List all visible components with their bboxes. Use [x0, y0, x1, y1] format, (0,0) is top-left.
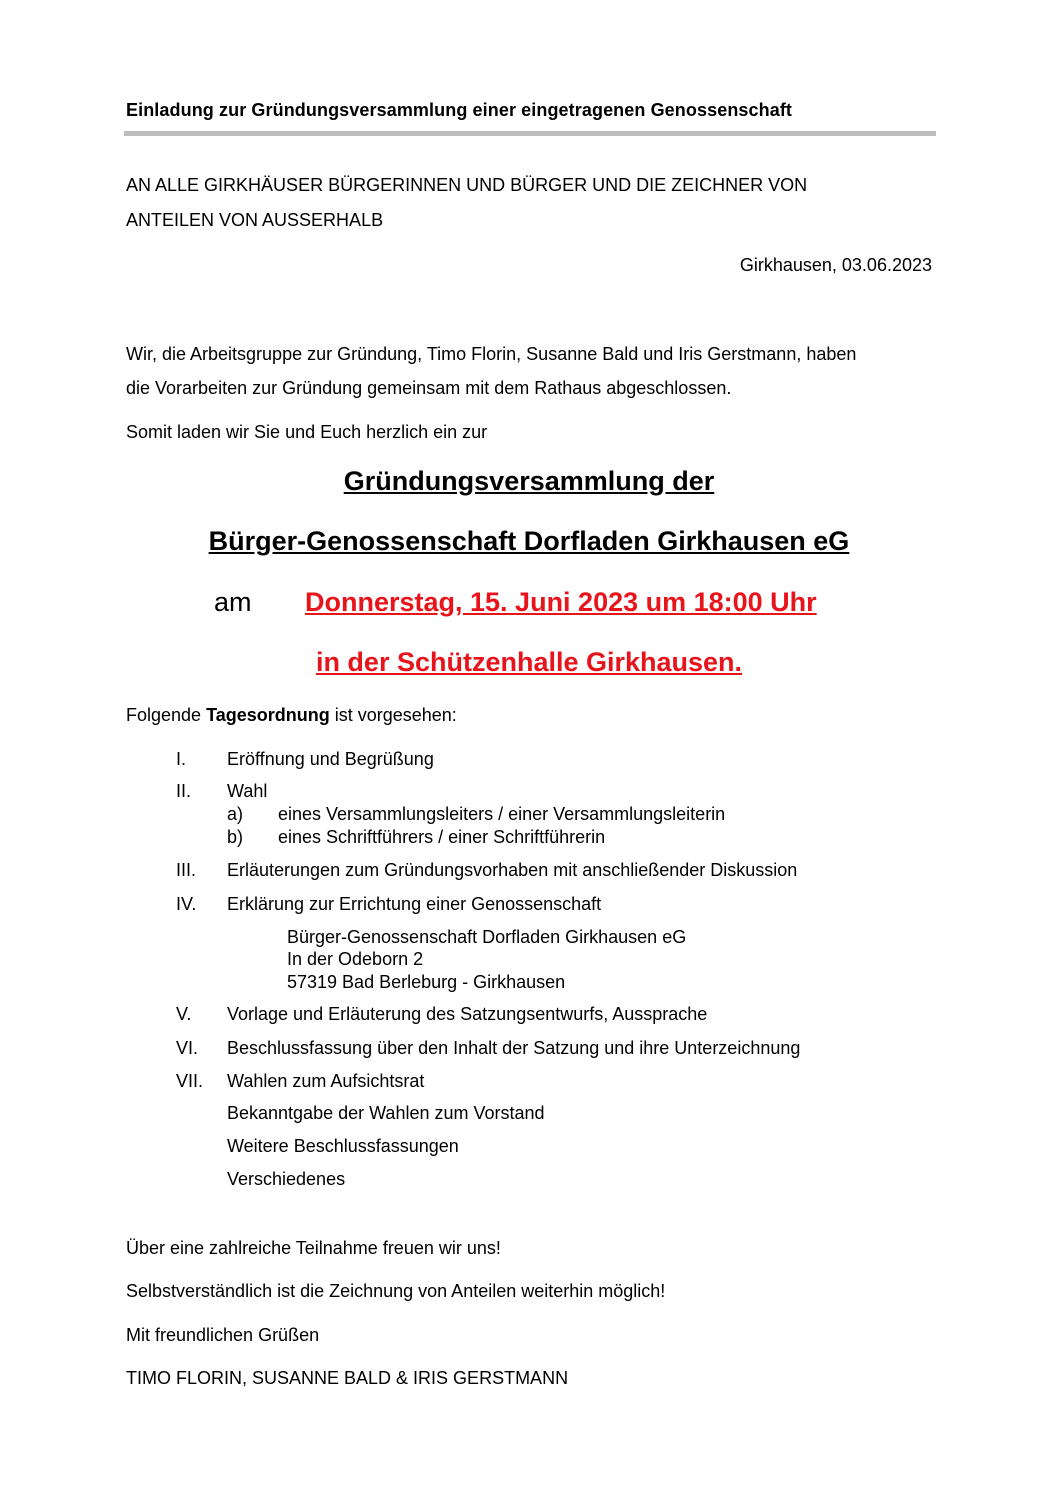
- address-line-2: In der Odeborn 2: [287, 949, 424, 969]
- address-line-3: 57319 Bad Berleburg - Girkhausen: [287, 972, 566, 992]
- closing-line-1: Über eine zahlreiche Teilnahme freuen wir uns!: [126, 1238, 501, 1258]
- agenda-extra-3: Verschiedenes: [227, 1169, 346, 1189]
- intro-line-2: die Vorarbeiten zur Gründung gemeinsam mit dem Rathaus abgeschlossen.: [126, 378, 732, 398]
- agenda-subitem-a-letter: a): [227, 804, 244, 824]
- closing-greeting: Mit freundlichen Grüßen: [126, 1325, 320, 1345]
- document-title: Einladung zur Gründungsversammlung einer eingetragenen Genossenschaft: [126, 100, 793, 120]
- agenda-intro-before: Folgende: [126, 705, 207, 725]
- address-line-1: Bürger-Genossenschaft Dorfladen Girkhausen eG: [287, 927, 687, 947]
- agenda-number-iv: IV.: [176, 894, 197, 914]
- agenda-number-iii: III.: [176, 860, 197, 880]
- agenda-subitem-b-letter: b): [227, 827, 244, 847]
- event-datetime: Donnerstag, 15. Juni 2023 um 18:00 Uhr: [305, 587, 817, 617]
- agenda-item-iv: Erklärung zur Errichtung einer Genossenschaft: [227, 894, 602, 914]
- agenda-number-vi: VI.: [176, 1038, 199, 1058]
- place-date: Girkhausen, 03.06.2023: [739, 255, 932, 275]
- closing-line-2: Selbstverständlich ist die Zeichnung von Anteilen weiterhin möglich!: [126, 1281, 666, 1301]
- salutation-line-2: ANTEILEN VON AUSSERHALB: [126, 210, 384, 230]
- agenda-item-i: Eröffnung und Begrüßung: [227, 749, 434, 769]
- agenda-subitem-b: eines Schriftführers / einer Schriftführerin: [278, 827, 606, 847]
- title-divider: [124, 131, 936, 136]
- event-location: in der Schützenhalle Girkhausen.: [315, 647, 743, 677]
- event-title-2: Bürger-Genossenschaft Dorfladen Girkhausen eG: [208, 526, 850, 556]
- agenda-intro-bold: Tagesordnung: [206, 705, 330, 725]
- event-title-1: Gründungsversammlung der: [343, 466, 715, 496]
- intro-line-3: Somit laden wir Sie und Euch herzlich ein zur: [126, 422, 488, 442]
- agenda-number-ii: II.: [176, 781, 192, 801]
- agenda-extra-1: Bekanntgabe der Wahlen zum Vorstand: [227, 1103, 545, 1123]
- agenda-number-i: I.: [176, 749, 187, 769]
- agenda-item-v: Vorlage und Erläuterung des Satzungsentwurfs, Aussprache: [227, 1004, 708, 1024]
- agenda-item-vii: Wahlen zum Aufsichtsrat: [227, 1071, 425, 1091]
- salutation-line-1: AN ALLE GIRKHÄUSER BÜRGERINNEN UND BÜRGER UND DIE ZEICHNER VON: [126, 175, 808, 195]
- agenda-number-vii: VII.: [176, 1071, 204, 1091]
- event-am-label: am: [214, 587, 252, 617]
- agenda-subitem-a: eines Versammlungsleiters / einer Versammlungsleiterin: [278, 804, 726, 824]
- agenda-item-vi: Beschlussfassung über den Inhalt der Satzung und ihre Unterzeichnung: [227, 1038, 801, 1058]
- agenda-number-v: V.: [176, 1004, 192, 1024]
- agenda-intro-after: ist vorgesehen:: [329, 705, 457, 725]
- signature: TIMO FLORIN, SUSANNE BALD & IRIS GERSTMANN: [126, 1368, 569, 1388]
- intro-line-1: Wir, die Arbeitsgruppe zur Gründung, Timo Florin, Susanne Bald und Iris Gerstmann, haben: [126, 344, 857, 364]
- agenda-item-ii: Wahl: [227, 781, 268, 801]
- agenda-extra-2: Weitere Beschlussfassungen: [227, 1136, 459, 1156]
- agenda-item-iii: Erläuterungen zum Gründungsvorhaben mit anschließender Diskussion: [227, 860, 798, 880]
- agenda-intro: [126, 704, 457, 726]
